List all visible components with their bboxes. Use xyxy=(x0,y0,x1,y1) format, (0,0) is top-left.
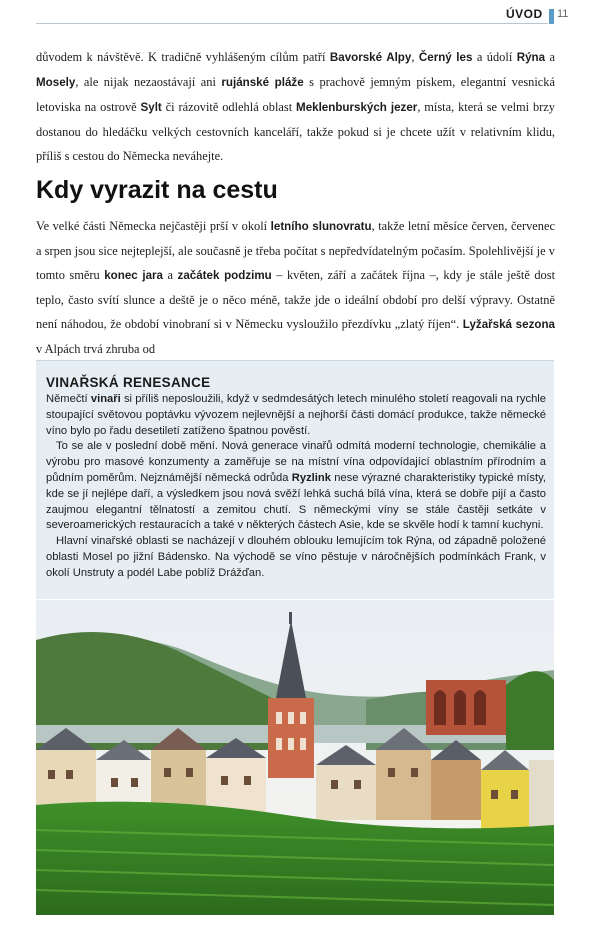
text-run: , ale nijak nezaostávají ani xyxy=(75,75,222,89)
info-box xyxy=(36,360,554,599)
highlight-term: Mosely xyxy=(36,76,76,89)
header-accent-bar xyxy=(549,9,554,24)
info-box-paragraph xyxy=(46,439,546,534)
section-heading: Kdy vyrazit na cestu xyxy=(36,176,278,204)
info-box-paragraph: Hlavní vinařské oblasti se nacházejí v dlouhém oblouku lemujícím tok Rýna, od západně položené oblasti Mosel po jižní Bádensko. Na východě se víno pěstuje v náročnějších podmínkách Frank, v okolí Unstruty a podél Labe poblíž Drážďan. xyxy=(46,535,546,579)
page-number: 11 xyxy=(557,8,569,20)
text-run: , xyxy=(411,50,419,64)
text-run: Ve velké části Německa nejčastěji prší v okolí xyxy=(36,219,271,233)
text-run: nese výrazné charakteristiky typické místy, kde se jí nejlépe daří, a výsledkem jsou nová svěží lehká suchá bílá vína, která se dobře pijí a často zaujmou elegantní tělnatostí a zemitou chutí. S německými víny se stále častěji setkáte v severoamerických restauracích a také v některých částech Asie, kde se skvěle hodí k tamní kuchyni. xyxy=(46,471,546,532)
highlight-term: začátek podzimu xyxy=(177,269,272,282)
text-run: – květen, září a začátek října –, kdy je stále ještě dost teplo, často svítí slunce a deště je o něco méně, takže jde o ideální období pro delší výpravy. Ostatně není náhodou, že období vinobraní si v Německu vysloužilo přezdívku „zlatý říjen“. xyxy=(36,268,556,331)
text-run: To se ale v poslední době mění. Nová generace vinařů odmítá moderní technologie, chemikálie a výrobu pro masové konzumenty a zaměřuje se na místní vína odpovídající oblastním přírodním a půdním poměrům. Nejznámější německá odrůda xyxy=(46,440,546,484)
text-run: s prachově jemným pískem, elegantní vesnická letoviska na ostrově xyxy=(36,75,556,114)
highlight-term: Černý les xyxy=(418,51,473,64)
text-run: a xyxy=(545,50,555,64)
info-box-title: VINAŘSKÁ RENESANCE xyxy=(46,375,211,390)
text-run: , takže letní měsíce červen, červenec a srpen jsou sice nejteplejší, ale současně je třeba počítat s nepředvídatelným počasím. Spolehlivější je v tomto směru xyxy=(36,219,556,282)
header-section-title: ÚVOD xyxy=(506,7,543,21)
text-run: , místa, která se velmi brzy dostanou do hledáčku velkých cestovních kanceláří, takže pokud si je chcete užít v relativním klidu, příliš s cestou do Německa neváhejte. xyxy=(36,100,555,163)
text-run: v Alpách trvá zhruba od xyxy=(36,342,156,356)
highlight-term: letního slunovratu xyxy=(270,220,372,233)
highlight-term: Lyžařská sezona xyxy=(462,318,555,331)
highlight-term: Meklenburských jezer xyxy=(296,101,418,114)
text-run: důvodem k návštěvě. K tradičně vyhlášeným cílům patří xyxy=(36,50,330,64)
highlight-term: konec jara xyxy=(104,269,164,282)
info-box-body xyxy=(46,392,546,582)
highlight-term: rujánské pláže xyxy=(221,76,304,89)
rhine-village-photo xyxy=(36,600,554,915)
intro-paragraph xyxy=(36,45,555,168)
text-run: si příliš neposloužili, když v sedmdesátých letech minulého století reagovali na rychle stoupající světovou poptávku vývozem nejlevnější a nejhorší části domácí produkce, takže německé víno bylo po řadu desetiletí zatíženo špatnou pověstí. xyxy=(46,393,547,437)
header-rule xyxy=(36,23,548,24)
highlight-term: vinaři xyxy=(90,393,121,405)
highlight-term: Sylt xyxy=(140,101,162,114)
info-box-paragraph xyxy=(46,392,546,439)
section-paragraph xyxy=(36,214,555,361)
text-run: či rázovitě odlehlá oblast xyxy=(161,100,297,114)
highlight-term: Rýna xyxy=(516,51,546,64)
highlight-term: Bavorské Alpy xyxy=(329,51,412,64)
text-run: a údolí xyxy=(472,50,517,64)
text-run: a xyxy=(163,268,178,282)
text-run: Němečtí xyxy=(46,393,91,405)
highlight-term: Ryzlink xyxy=(291,471,331,484)
